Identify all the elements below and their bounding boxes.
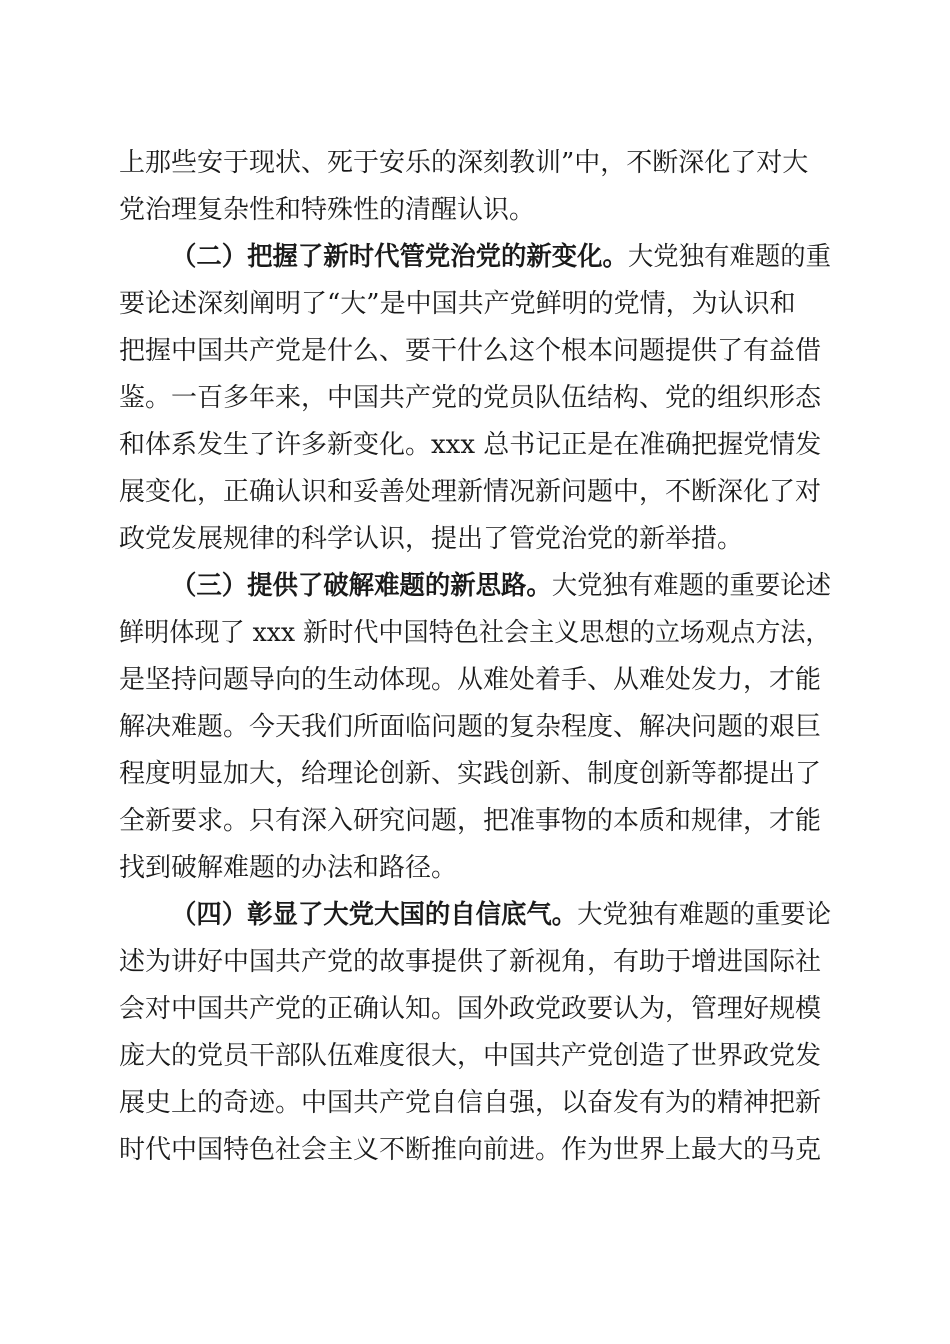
paragraph-line: 庞大的党员干部队伍难度很大，中国共产党创造了世界政党发 xyxy=(119,1041,822,1071)
paragraph-line: 展史上的奇迹。中国共产党自信自强，以奋发有为的精神把新 xyxy=(119,1088,822,1118)
paragraph-line: 全新要求。只有深入研究问题，把准事物的本质和规律，才能 xyxy=(119,806,822,836)
section-text: 大党独有难题的重 xyxy=(627,242,832,272)
paragraph-line: 和体系发生了许多新变化。xxx 总书记正是在准确把握党情发 xyxy=(119,430,822,460)
paragraph-line: 述为讲好中国共产党的故事提供了新视角，有助于增进国际社 xyxy=(119,947,822,977)
section-text: 大党独有难题的重要论 xyxy=(577,900,832,930)
paragraph-line: 展变化，正确认识和妥善处理新情况新问题中，不断深化了对 xyxy=(119,477,822,507)
section-heading-line xyxy=(171,566,832,606)
paragraph-line: 政党发展规律的科学认识，提出了管党治党的新举措。 xyxy=(119,524,744,554)
paragraph-line: 找到破解难题的办法和路径。 xyxy=(119,853,458,883)
paragraph-line: 时代中国特色社会主义不断推向前进。作为世界上最大的马克 xyxy=(119,1135,822,1165)
paragraph-line: 是坚持问题导向的生动体现。从难处着手、从难处发力，才能 xyxy=(119,665,822,695)
paragraph-line: 鲜明体现了 xxx 新时代中国特色社会主义思想的立场观点方法， xyxy=(119,618,831,648)
paragraph-line: 把握中国共产党是什么、要干什么这个根本问题提供了有益借 xyxy=(119,336,822,366)
paragraph-line: 会对中国共产党的正确认知。国外政党政要认为，管理好规模 xyxy=(119,994,822,1024)
section-heading-line xyxy=(171,237,832,277)
section-heading: （二）把握了新时代管党治党的新变化。 xyxy=(171,242,628,272)
section-heading: （四）彰显了大党大国的自信底气。 xyxy=(171,900,578,930)
paragraph-line: 要论述深刻阐明了“大”是中国共产党鲜明的党情，为认识和 xyxy=(119,289,796,319)
section-heading-line xyxy=(171,895,832,935)
section-heading: （三）提供了破解难题的新思路。 xyxy=(171,571,552,601)
paragraph-line: 解决难题。今天我们所面临问题的复杂程度、解决问题的艰巨 xyxy=(119,712,822,742)
paragraph-line: 鉴。一百多年来，中国共产党的党员队伍结构、党的组织形态 xyxy=(119,383,822,413)
paragraph-line: 上那些安于现状、死于安乐的深刻教训”中，不断深化了对大 xyxy=(119,148,809,178)
paragraph-line: 党治理复杂性和特殊性的清醒认识。 xyxy=(119,195,536,225)
paragraph-line: 程度明显加大，给理论创新、实践创新、制度创新等都提出了 xyxy=(119,759,822,789)
section-text: 大党独有难题的重要论述 xyxy=(551,571,832,601)
